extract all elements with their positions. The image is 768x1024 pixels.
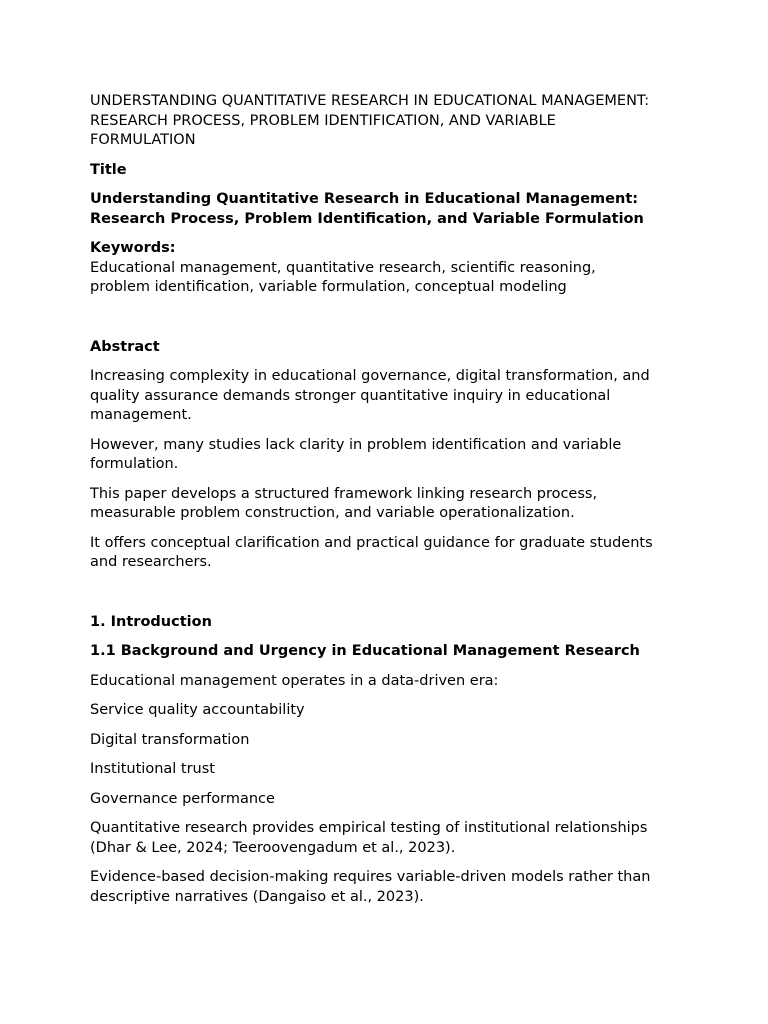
- paragraph-line: quality assurance demands stronger quantitative inquiry in educational: [90, 387, 611, 404]
- paragraph-line: descriptive narratives (Dangaiso et al., 2023).: [90, 888, 424, 905]
- header-line: RESEARCH PROCESS, PROBLEM IDENTIFICATION, AND VARIABLE: [90, 112, 556, 129]
- abstract-heading: Abstract: [90, 338, 160, 355]
- title-line: Research Process, Problem Identification, and Variable Formulation: [90, 210, 644, 227]
- list-item: Service quality accountability: [90, 702, 305, 718]
- list-item: Institutional trust: [90, 761, 215, 777]
- paragraph-line: This paper develops a structured framework linking research process,: [90, 485, 598, 502]
- paragraph-line: Increasing complexity in educational governance, digital transformation, and: [90, 368, 650, 384]
- keywords-text: [90, 259, 690, 298]
- paragraph-line: Evidence-based decision-making requires variable-driven models rather than: [90, 869, 651, 885]
- paragraph-line: management.: [90, 407, 192, 423]
- abstract-paragraph: [90, 367, 690, 426]
- introduction-subheading: 1.1 Background and Urgency in Educational Management Research: [90, 643, 640, 659]
- paragraph-line: formulation.: [90, 456, 179, 472]
- introduction-lead: Educational management operates in a data-driven era:: [90, 672, 499, 689]
- paragraph-line: and researchers.: [90, 554, 212, 570]
- paragraph-line: Quantitative research provides empirical testing of institutional relationships: [90, 820, 648, 836]
- title-line: Understanding Quantitative Research in Educational Management:: [90, 191, 639, 207]
- header-line: UNDERSTANDING QUANTITATIVE RESEARCH IN EDUCATIONAL MANAGEMENT:: [90, 93, 650, 109]
- paragraph-line: measurable problem construction, and variable operationalization.: [90, 505, 575, 521]
- paragraph-line: (Dhar & Lee, 2024; Teeroovengadum et al., 2023).: [90, 839, 456, 856]
- paragraph-line: It offers conceptual clarification and practical guidance for graduate students: [90, 534, 653, 551]
- document-body: [90, 92, 690, 907]
- title-label: Title: [90, 161, 127, 178]
- abstract-paragraph: [90, 534, 690, 573]
- document-title: [90, 190, 690, 229]
- introduction-heading: 1. Introduction: [90, 613, 212, 630]
- document-header: [90, 92, 690, 151]
- list-item: Digital transformation: [90, 731, 250, 748]
- abstract-paragraph: [90, 485, 690, 524]
- introduction-paragraph: [90, 868, 690, 907]
- keywords-line: Educational management, quantitative research, scientific reasoning,: [90, 259, 596, 276]
- list-item: Governance performance: [90, 790, 275, 807]
- header-line: FORMULATION: [90, 132, 196, 148]
- keywords-line: problem identification, variable formulation, conceptual modeling: [90, 279, 567, 295]
- abstract-paragraph: [90, 436, 690, 475]
- paragraph-line: However, many studies lack clarity in problem identification and variable: [90, 436, 622, 453]
- introduction-paragraph: [90, 819, 690, 858]
- keywords-label: Keywords:: [90, 240, 176, 256]
